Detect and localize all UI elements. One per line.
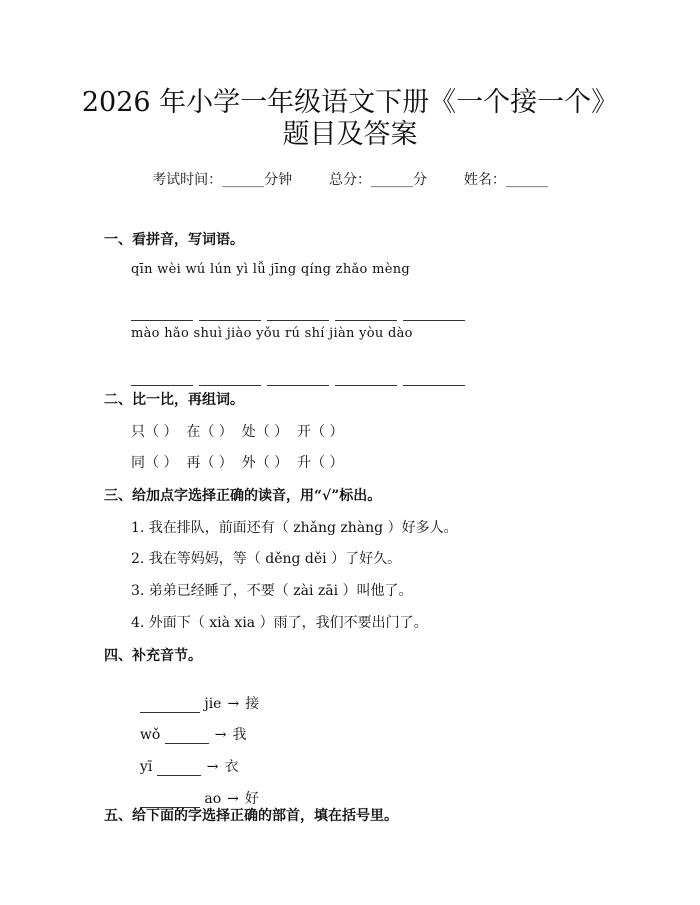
question-4: 4. 外面下（ xià xia ）雨了，我们不要出门了。	[131, 615, 428, 631]
time-unit: 分钟	[264, 172, 293, 188]
question-2: 2. 我在等妈妈，等（ děng děi ）了好久。	[131, 551, 402, 567]
answer-blank[interactable]	[403, 319, 465, 321]
name-blank[interactable]: ______	[505, 172, 548, 188]
arrow-icon: →	[206, 759, 219, 775]
compare-row-1: 只（ ） 在（ ） 处（ ） 开（ ）	[131, 424, 344, 440]
syllable-char: 好	[244, 791, 259, 807]
syllable-text: wǒ	[139, 727, 161, 743]
answer-blank[interactable]	[199, 384, 261, 386]
page-title: 2026 年小学一年级语文下册《一个接一个》	[81, 87, 619, 118]
time-label: 考试时间：	[152, 172, 223, 188]
time-blank[interactable]: ______	[222, 172, 265, 188]
section-5-heading: 五、给下面的字选择正确的部首，填在括号里。	[104, 808, 398, 824]
syllable-row-3	[131, 740, 238, 776]
arrow-icon: →	[214, 727, 227, 743]
syllable-text: jie	[204, 696, 222, 712]
compare-row-2: 同（ ） 再（ ） 外（ ） 升（ ）	[131, 455, 344, 471]
section-1-heading: 一、看拼音，写词语。	[104, 232, 244, 248]
syllable-text: yī	[139, 759, 153, 775]
section-2-heading: 二、比一比，再组词。	[104, 392, 244, 408]
pinyin-row-1: qīn wèi wú lún yì lǚ jīng qíng zhǎo mèng	[131, 262, 411, 277]
answer-blank[interactable]	[403, 384, 465, 386]
pinyin-row-2: mào hǎo shuì jiào yǒu rú shí jiàn yòu dào	[131, 326, 413, 341]
arrow-icon: →	[227, 696, 240, 712]
syllable-char: 我	[232, 727, 247, 743]
answer-blanks-row-2	[131, 371, 471, 372]
section-4-heading: 四、补充音节。	[104, 648, 202, 664]
syllable-text: ao	[204, 791, 222, 807]
syllable-row-2	[131, 708, 247, 744]
name-label: 姓名：	[463, 172, 506, 188]
answer-blanks-row-1	[131, 306, 471, 307]
question-3: 3. 弟弟已经睡了，不要（ zài zāi ）叫他了。	[131, 583, 413, 599]
question-1: 1. 我在排队，前面还有（ zhǎng zhàng ）好多人。	[131, 520, 458, 536]
answer-blank[interactable]	[131, 319, 193, 321]
section-3-heading: 三、给加点字选择正确的读音，用“√”标出。	[104, 488, 382, 504]
syllable-row-4	[131, 772, 259, 808]
answer-blank[interactable]	[335, 384, 397, 386]
score-blank[interactable]: ______	[371, 172, 413, 188]
answer-blank[interactable]	[131, 384, 193, 386]
exam-meta	[0, 169, 700, 189]
page-subtitle: 题目及答案	[282, 119, 418, 150]
answer-blank[interactable]	[267, 319, 329, 321]
answer-blank[interactable]	[335, 319, 397, 321]
score-label: 总分：	[329, 172, 371, 188]
arrow-icon: →	[227, 791, 239, 807]
syllable-char: 衣	[224, 759, 239, 775]
syllable-char: 接	[245, 696, 260, 712]
score-unit: 分	[413, 172, 427, 188]
answer-blank[interactable]	[199, 319, 261, 321]
answer-blank[interactable]	[267, 384, 329, 386]
